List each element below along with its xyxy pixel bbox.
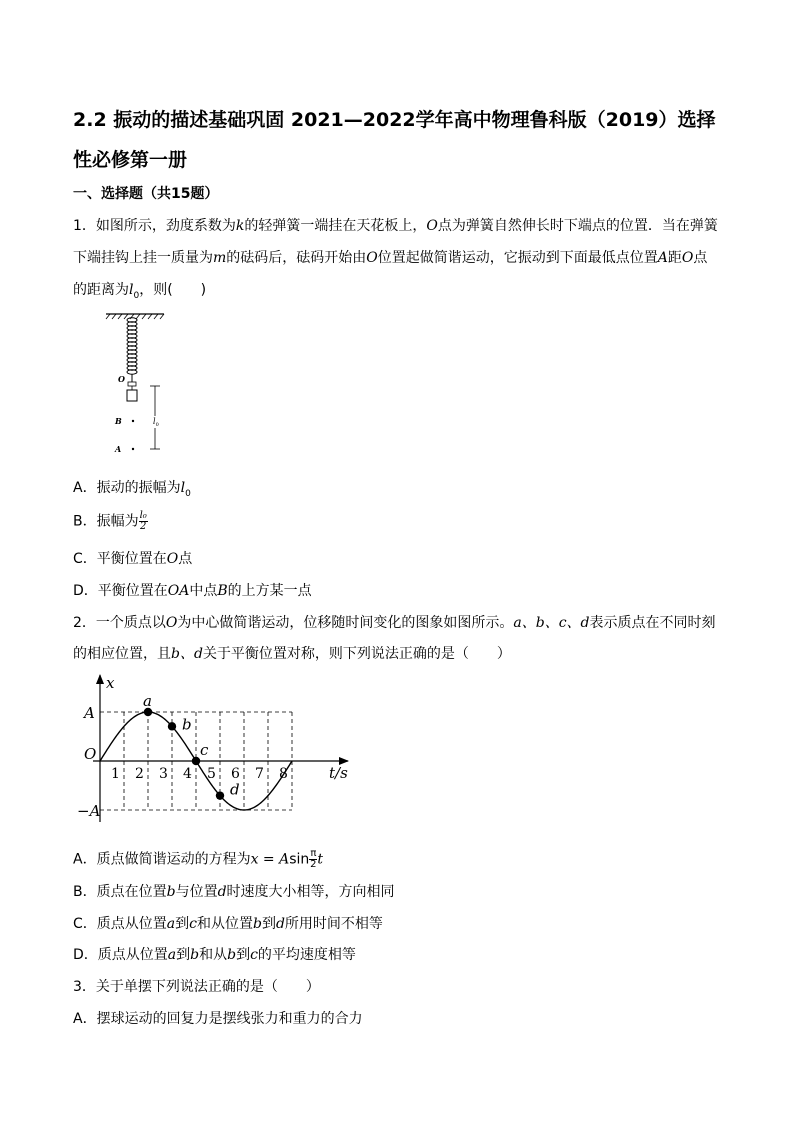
y-tick-0: A bbox=[84, 704, 95, 722]
q3-stem: 3．关于单摆下列说法正确的是（ ） bbox=[73, 979, 320, 995]
x-tick-1: 1 bbox=[111, 766, 120, 782]
q2-option-d[interactable]: D．质点从位置a到b和从b到c的平均速度相等 bbox=[73, 947, 356, 963]
point-d bbox=[216, 791, 224, 799]
q2-line2: 的相应位置，且b、d关于平衡位置对称，则下列说法正确的是（ ） bbox=[73, 646, 511, 662]
q2-option-b[interactable]: B．质点在位置b与位置d时速度大小相等，方向相同 bbox=[73, 884, 395, 900]
point-label-d: d bbox=[230, 780, 240, 799]
fraction-pi-over-2: $\frac{\pi}{2}$ bbox=[310, 848, 317, 870]
x-axis-label: t/s bbox=[329, 764, 348, 782]
x-tick-3: 3 bbox=[159, 766, 168, 782]
q1-line3: 的距离为$l_0$，则( ) bbox=[73, 282, 207, 301]
q1-option-c[interactable]: C．平衡位置在O点 bbox=[73, 551, 193, 567]
x-tick-5: 5 bbox=[207, 766, 216, 782]
point-b bbox=[168, 722, 176, 730]
q1-option-b[interactable]: B．振幅为 $\frac{\text{l₀}}{2}$ bbox=[73, 510, 147, 532]
q1-line2: 下端挂钩上挂一质量为m的砝码后，砝码开始由O位置起做简谐运动，它振动到下面最低点位置A距O点 bbox=[73, 250, 708, 266]
fig-label-B: B bbox=[115, 416, 122, 426]
q1-line1: 1．如图所示，劲度系数为k的轻弹簧一端挂在天花板上，O点为弹簧自然伸长时下端点的位置．当在弹簧 bbox=[73, 218, 718, 234]
q2-option-a[interactable]: A．质点做简谐运动的方程为x = Asin $\frac{\pi}{2}$ t bbox=[73, 848, 323, 870]
q1-option-a[interactable]: A．振动的振幅为$l_0$ bbox=[73, 480, 191, 499]
x-tick-6: 6 bbox=[231, 766, 240, 782]
point-label-b: b bbox=[182, 715, 192, 734]
point-label-c: c bbox=[200, 741, 209, 759]
x-tick-2: 2 bbox=[135, 766, 144, 782]
point-c bbox=[192, 757, 200, 765]
q2-option-c[interactable]: C．质点从位置a到c和从位置b到d所用时间不相等 bbox=[73, 916, 383, 932]
x-tick-8: 8 bbox=[279, 766, 288, 782]
fraction-l0-over-2: $\frac{\text{l₀}}{2}$ bbox=[139, 510, 147, 532]
doc-title: 2.2 振动的描述基础巩固 2021—2022学年高中物理鲁科版（2019）选择性必修第一册 bbox=[73, 109, 716, 171]
spring-figure bbox=[102, 310, 182, 460]
fig-label-O: O bbox=[118, 374, 125, 384]
q3-option-a[interactable]: A．摆球运动的回复力是摆线张力和重力的合力 bbox=[73, 1011, 363, 1027]
y-tick-2: −A bbox=[77, 802, 101, 820]
point-label-a: a bbox=[143, 692, 152, 710]
x-tick-4: 4 bbox=[183, 766, 192, 782]
y-axis-label: x bbox=[106, 674, 115, 692]
x-tick-7: 7 bbox=[255, 766, 264, 782]
fig-label-l0: $l_0$ bbox=[153, 417, 159, 428]
q1-option-d[interactable]: D．平衡位置在OA中点B的上方某一点 bbox=[73, 583, 312, 599]
section-heading: 一、选择题（共15题） bbox=[73, 186, 219, 202]
fig-label-A: A bbox=[115, 444, 122, 454]
y-tick-1: O bbox=[84, 745, 97, 763]
shm-displacement-chart bbox=[75, 672, 365, 830]
q2-line1: 2．一个质点以O为中心做简谐运动，位移随时间变化的图象如图所示。a、b、c、d表示质点在不同时刻 bbox=[73, 615, 716, 631]
